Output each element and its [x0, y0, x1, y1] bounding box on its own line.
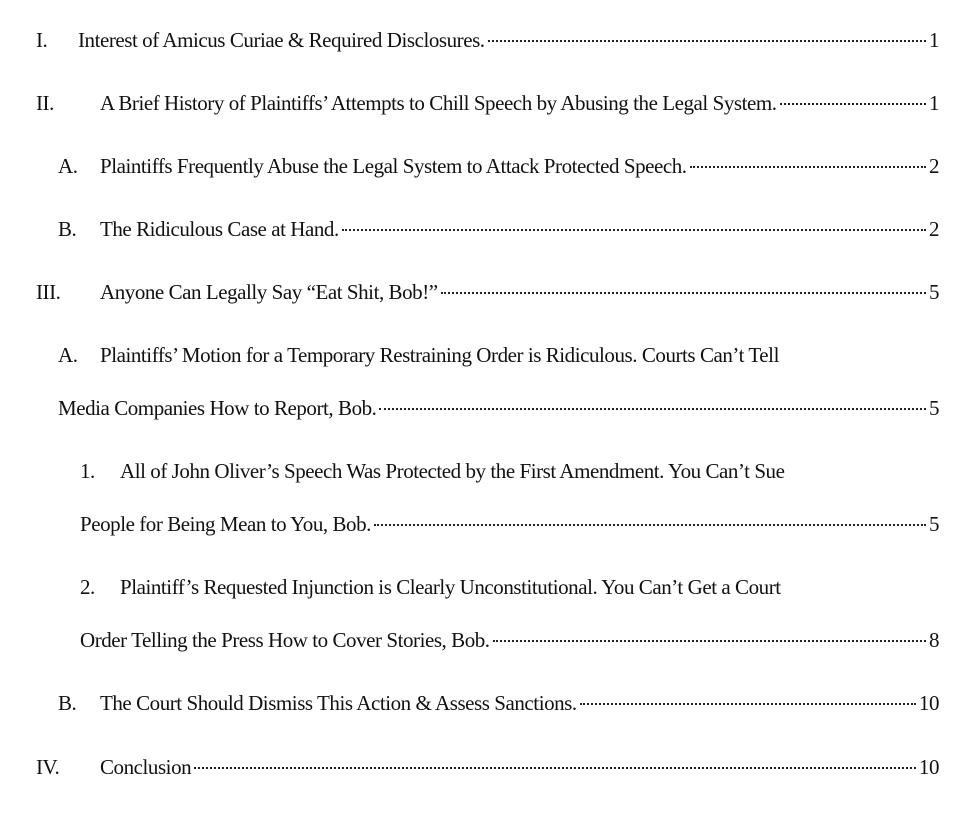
toc-entry-first-amendment[interactable]	[80, 456, 902, 486]
toc-entry-number: II.	[36, 91, 54, 115]
toc-entry-title: Order Telling the Press How to Cover Stories, Bob.	[80, 628, 490, 652]
toc-entry-page: 10	[918, 691, 939, 715]
toc-entry-page: 8	[928, 628, 939, 652]
dot-leader	[379, 408, 925, 410]
toc-entry-title: A Brief History of Plaintiffs’ Attempts to Chill Speech by Abusing the Legal System.	[100, 91, 777, 115]
toc-entry-page: 2	[928, 217, 939, 241]
toc-entry-plaintiffs-frequently-abuse[interactable]	[58, 151, 939, 181]
toc-entry-page: 1	[928, 91, 939, 115]
toc-entry-anyone-can-legally-say[interactable]	[36, 277, 939, 307]
toc-entry-number: III.	[36, 280, 61, 304]
toc-entry-title: Interest of Amicus Curiae & Required Disclosures.	[78, 28, 485, 52]
toc-entry-page: 5	[928, 280, 939, 304]
toc-entry-title: The Court Should Dismiss This Action & Assess Sanctions.	[100, 691, 577, 715]
dot-leader	[493, 640, 926, 642]
toc-entry-ridiculous-case[interactable]	[58, 214, 939, 244]
dot-leader	[194, 767, 916, 769]
toc-entry-title: People for Being Mean to You, Bob.	[80, 512, 371, 536]
toc-entry-page: 10	[918, 755, 939, 779]
toc-entry-title: The Ridiculous Case at Hand.	[100, 217, 339, 241]
toc-entry-number: B.	[58, 691, 77, 715]
toc-entry-brief-history[interactable]	[36, 88, 939, 118]
toc-entry-injunction-unconstitutional-continued[interactable]	[80, 625, 939, 655]
toc-entry-title: Conclusion	[100, 755, 192, 779]
toc-entry-number: B.	[58, 217, 77, 241]
toc-entry-number: 2.	[80, 575, 95, 599]
toc-entry-number: 1.	[80, 459, 95, 483]
toc-entry-title: All of John Oliver’s Speech Was Protected by the First Amendment. You Can’t Sue	[120, 459, 785, 483]
toc-entry-conclusion[interactable]	[36, 752, 939, 782]
toc-entry-number: IV.	[36, 755, 60, 779]
toc-entry-number: I.	[36, 28, 48, 52]
toc-entry-title: Anyone Can Legally Say “Eat Shit, Bob!”	[100, 280, 438, 304]
toc-entry-title: Media Companies How to Report, Bob.	[58, 396, 377, 420]
toc-entry-number: A.	[58, 343, 78, 367]
toc-entry-interest-of-amicus[interactable]	[36, 25, 939, 55]
dot-leader	[441, 292, 926, 294]
toc-entry-tro-motion[interactable]	[58, 340, 902, 370]
dot-leader	[580, 703, 916, 705]
dot-leader	[342, 229, 926, 231]
dot-leader	[690, 166, 926, 168]
dot-leader	[374, 524, 926, 526]
toc-entry-first-amendment-continued[interactable]	[80, 509, 939, 539]
toc-entry-dismiss-and-sanctions[interactable]	[58, 688, 939, 718]
dot-leader	[780, 103, 926, 105]
toc-entry-number: A.	[58, 154, 78, 178]
toc-entry-title: Plaintiffs Frequently Abuse the Legal System to Attack Protected Speech.	[100, 154, 687, 178]
dot-leader	[488, 40, 926, 42]
toc-entry-title: Plaintiffs’ Motion for a Temporary Restraining Order is Ridiculous. Courts Can’t Tell	[100, 343, 779, 367]
toc-entry-injunction-unconstitutional[interactable]	[80, 572, 902, 602]
toc-entry-page: 1	[928, 28, 939, 52]
toc-entry-title: Plaintiff’s Requested Injunction is Clearly Unconstitutional. You Can’t Get a Court	[120, 575, 781, 599]
toc-entry-page: 2	[928, 154, 939, 178]
toc-entry-page: 5	[928, 512, 939, 536]
toc-entry-page: 5	[928, 396, 939, 420]
toc-entry-tro-motion-continued[interactable]	[58, 393, 939, 423]
